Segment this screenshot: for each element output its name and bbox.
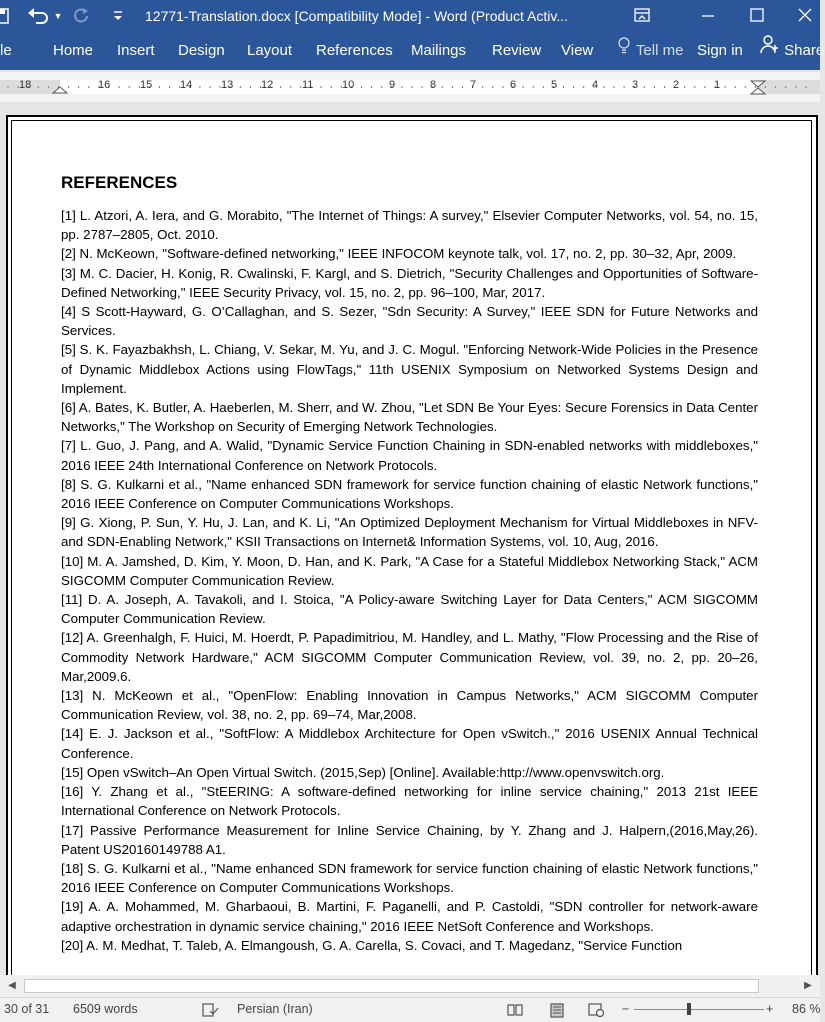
tab-home[interactable]: Home	[53, 42, 94, 59]
word-count[interactable]: 6509 words	[73, 1002, 138, 1016]
ruler-ticks	[0, 72, 820, 102]
tab-design[interactable]: Design	[178, 42, 225, 59]
window-title: 12771-Translation.docx [Compatibility Mode] - Word (Product Activ...	[145, 8, 569, 24]
ruler-number: 6	[510, 79, 517, 91]
ruler-number: 18	[19, 79, 32, 91]
reference-item[interactable]: [10] M. A. Jamshed, D. Kim, Y. Moon, D. Han, and K. Park, "A Case for a Stateful Middlebox Networking Stack," ACM SIGCOMM Computer Communication Review.	[61, 553, 758, 588]
ruler-number: 4	[592, 79, 599, 91]
scroll-left-icon[interactable]: ◀	[8, 980, 16, 991]
lightbulb-icon	[616, 32, 632, 70]
reference-item[interactable]: [16] Y. Zhang et al., "StEERING: A software-defined networking for inline service chaining," 2013 21st IEEE International Conference on Network Protocols.	[61, 784, 758, 819]
web-layout-icon[interactable]	[587, 1002, 605, 1021]
undo-icon[interactable]	[24, 0, 54, 32]
tab-insert[interactable]: Insert	[117, 42, 155, 59]
document-workspace[interactable]	[0, 103, 820, 975]
horizontal-scrollbar[interactable]	[0, 975, 820, 997]
close-icon[interactable]	[785, 0, 825, 32]
ruler-number: 1	[714, 79, 721, 91]
language-indicator[interactable]: Persian (Iran)	[237, 1002, 313, 1016]
ruler-number: 2	[673, 79, 680, 91]
person-icon	[758, 32, 780, 70]
share-label: Share	[784, 42, 825, 59]
reference-item[interactable]: [1] L. Atzori, A. Iera, and G. Morabito, "The Internet of Things: A survey," Elsevier Computer Networks, vol. 54, no. 15, pp. 2787–2805, Oct. 2010.	[61, 208, 758, 243]
customize-quick-access-icon[interactable]	[110, 0, 126, 32]
reference-item[interactable]: [4] S Scott-Hayward, G. O’Callaghan, and S. Sezer, "Sdn Security: A Survey," IEEE SDN for Future Networks and Services.	[61, 304, 758, 339]
references-heading[interactable]: REFERENCES	[61, 173, 178, 192]
scroll-right-icon[interactable]: ▶	[804, 980, 812, 991]
tell-me-box[interactable]	[616, 32, 683, 70]
reference-item[interactable]: [13] N. McKeown et al., "OpenFlow: Enabling Innovation in Campus Networks," ACM SIGCOMM Computer Communication Review, vol. 38, no. 2, pp. 69–74, Mar,2008.	[61, 688, 758, 723]
scrollbar-thumb[interactable]	[24, 979, 759, 993]
tab-file[interactable]: le	[0, 42, 12, 59]
tab-review[interactable]: Review	[492, 42, 542, 59]
reference-item[interactable]: [17] Passive Performance Measurement for Inline Service Chaining, by Y. Zhang and J. Halpern,(2016,May,26). Patent US20160149788 A1.	[61, 822, 758, 857]
ruler-number: 13	[221, 79, 234, 91]
reference-item[interactable]: [9] G. Xiong, P. Sun, Y. Hu, J. Lan, and K. Li, "An Optimized Deployment Mechanism for Virtual Middleboxes in NFV- and SDN-Enabling Network," KSII Transactions on Internet& Information Systems, vol. 10, Aug, 2016.	[61, 515, 758, 550]
tab-references[interactable]: References	[316, 42, 393, 59]
zoom-slider-knob[interactable]	[687, 1003, 691, 1015]
undo-dropdown-icon[interactable]: ▼	[53, 11, 63, 21]
zoom-out-icon[interactable]: −	[622, 1002, 630, 1016]
reference-item[interactable]: [6] A. Bates, K. Butler, A. Haeberlen, M. Sherr, and W. Zhou, "Let SDN Be Your Eyes: Secure Forensics in Data Center Networks," The Workshop on Security of Emerging Network Technologies.	[61, 400, 758, 435]
reference-item[interactable]: [18] S. G. Kulkarni et al., "Name enhanced SDN framework for service function chaining of elastic Network functions," 2016 IEEE Conference on Computer Communications Workshops.	[61, 860, 758, 896]
zoom-in-icon[interactable]: +	[766, 1002, 774, 1016]
ruler-number: 12	[261, 79, 274, 91]
reference-item[interactable]: [5] S. K. Fayazbakhsh, L. Chiang, V. Sekar, M. Yu, and J. C. Mogul. "Enforcing Network-Wide Policies in the Presence of Dynamic Middlebox Actions using FlowTags," 11th USENIX Symposium on Networked Systems Design and Implement.	[61, 342, 758, 396]
zoom-slider[interactable]	[634, 1009, 764, 1010]
reference-item[interactable]: [11] D. A. Joseph, A. Tavakoli, and I. Stoica, "A Policy-aware Switching Layer for Data Centers," ACM SIGCOMM Computer Communication Review.	[61, 592, 758, 627]
reference-item[interactable]: [15] Open vSwitch–An Open Virtual Switch. (2015,Sep) [Online]. Available:http://www.openvswitch.org.	[61, 764, 665, 780]
status-bar	[0, 997, 820, 1022]
maximize-icon[interactable]	[737, 0, 777, 32]
ruler-number: 8	[430, 79, 437, 91]
tab-mailings[interactable]: Mailings	[411, 42, 467, 59]
ribbon-display-options-icon[interactable]	[622, 0, 662, 32]
print-layout-icon[interactable]	[548, 1002, 566, 1021]
share-button[interactable]	[758, 32, 824, 70]
reference-item[interactable]: [8] S. G. Kulkarni et al., "Name enhanced SDN framework for service function chaining of elastic Network functions," 2016 IEEE Conference on Computer Communications Workshops.	[61, 476, 758, 512]
ruler-number: 15	[140, 79, 153, 91]
title-bar	[0, 0, 820, 32]
read-mode-icon[interactable]	[506, 1002, 524, 1021]
ruler-number: 7	[470, 79, 477, 91]
ruler-number: 14	[180, 79, 193, 91]
page-count[interactable]: 30 of 31	[4, 1002, 50, 1016]
save-icon[interactable]	[0, 0, 10, 32]
reference-item[interactable]: [19] A. A. Mohammed, M. Gharbaoui, B. Martini, F. Paganelli, and P. Castoldi, "SDN controller for network-aware adaptive orchestration in dynamic service chaining," 2016 IEEE NetSoft Conference and Workshops.	[61, 899, 758, 934]
tab-layout[interactable]: Layout	[247, 42, 293, 59]
sign-in-link[interactable]: Sign in	[697, 42, 743, 59]
horizontal-ruler[interactable]	[0, 72, 820, 102]
ruler-number: 9	[389, 79, 396, 91]
tell-me-label: Tell me	[635, 42, 684, 59]
reference-item[interactable]: [20] A. M. Medhat, T. Taleb, A. Elmangoush, G. A. Carella, S. Covaci, and T. Magedanz, "Service Function	[61, 937, 683, 953]
reference-item[interactable]: [12] A. Greenhalgh, F. Huici, M. Hoerdt, P. Papadimitriou, M. Handley, and L. Mathy, "Flow Processing and the Rise of Commodity Network Hardware," ACM SIGCOMM Computer Communication Review, vol. 39, no. 2, pp. 20–26, Mar,2009.6.	[61, 630, 758, 684]
ruler-number: 5	[551, 79, 558, 91]
minimize-icon[interactable]	[688, 0, 728, 32]
ruler-number: 3	[632, 79, 639, 91]
reference-item[interactable]: [2] N. McKeown, "Software-defined networking," IEEE INFOCOM keynote talk, vol. 17, no. 2, pp. 30–32, Apr, 2009.	[61, 246, 737, 262]
ribbon-tabs	[0, 32, 825, 70]
ruler-number: 10	[342, 79, 355, 91]
reference-item[interactable]: [14] E. J. Jackson et al., "SoftFlow: A Middlebox Architecture for Open vSwitch.," 2016 USENIX Annual Technical Conference.	[61, 726, 758, 761]
tab-view[interactable]: View	[561, 42, 594, 59]
proofing-icon[interactable]	[201, 1002, 219, 1021]
references-list[interactable]	[61, 206, 758, 955]
ruler-number: 11	[302, 79, 314, 91]
reference-item[interactable]: [7] L. Guo, J. Pang, and A. Walid, "Dynamic Service Function Chaining in SDN-enabled networks with middleboxes," 2016 IEEE 24th International Conference on Network Protocols.	[61, 438, 758, 473]
reference-item[interactable]: [3] M. C. Dacier, H. Konig, R. Cwalinski, F. Kargl, and S. Dietrich, "Security Challenges and Opportunities of Software-Defined Networking," IEEE Security Privacy, vol. 15, no. 2, pp. 96–100, Mar, 2017.	[61, 265, 758, 300]
redo-icon[interactable]	[70, 0, 92, 32]
ruler-number: 16	[98, 79, 111, 91]
zoom-level[interactable]: 86 %	[792, 1002, 821, 1016]
